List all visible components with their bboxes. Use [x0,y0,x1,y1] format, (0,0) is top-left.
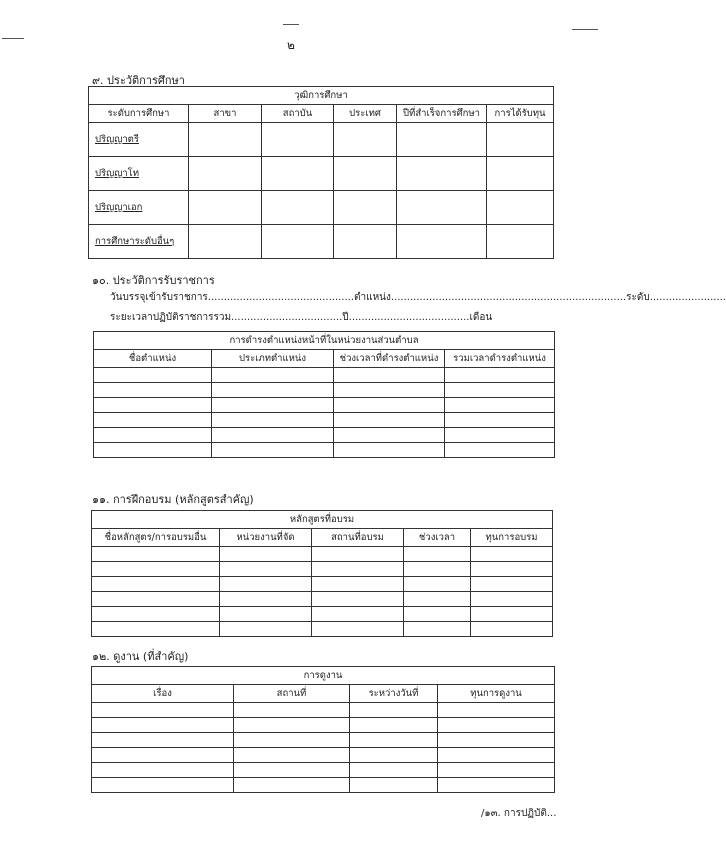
col-training-venue: สถานที่อบรม [312,529,404,547]
table-cell[interactable] [397,191,487,225]
position-banner: การดำรงตำแหน่งหน้าที่ในหน่วยงานส่วนตำบล [94,332,555,350]
table-row [92,748,555,763]
table-cell[interactable] [404,547,471,562]
table-cell[interactable] [92,592,220,607]
table-cell[interactable] [334,157,397,191]
table-cell[interactable] [94,398,212,413]
table-cell[interactable] [404,607,471,622]
table-cell[interactable] [189,225,262,259]
table-cell[interactable] [212,383,334,398]
table-cell[interactable] [471,577,553,592]
table-cell[interactable] [445,443,555,458]
table-cell[interactable] [334,398,445,413]
table-row [89,225,554,259]
table-cell[interactable] [92,733,234,748]
table-cell[interactable] [487,123,554,157]
table-cell[interactable] [334,383,445,398]
position-table [93,331,555,458]
table-cell[interactable] [471,622,553,637]
table-cell[interactable] [445,398,555,413]
table-cell[interactable] [189,157,262,191]
table-cell[interactable] [438,778,555,793]
table-cell[interactable] [92,607,220,622]
col-position-name: ชื่อตำแหน่ง [94,350,212,368]
col-major: สาขา [189,105,262,123]
table-cell[interactable] [212,398,334,413]
table-cell[interactable] [234,778,350,793]
col-topic: เรื่อง [92,685,234,703]
training-table [91,510,553,637]
table-row [92,577,553,592]
table-cell[interactable] [350,733,438,748]
col-grad-year: ปีที่สำเร็จการศึกษา [397,105,487,123]
table-cell[interactable] [234,748,350,763]
table-cell[interactable] [397,157,487,191]
col-visit-dates: ระหว่างวันที่ [350,685,438,703]
table-row [89,157,554,191]
col-position-total: รวมเวลาดำรงตำแหน่ง [445,350,555,368]
table-row [94,398,555,413]
table-row [94,368,555,383]
top-center-mark [283,24,299,25]
education-banner: วุฒิการศึกษา [89,87,554,105]
table-cell[interactable] [189,123,262,157]
table-cell[interactable] [438,718,555,733]
table-cell[interactable] [334,225,397,259]
table-row [94,413,555,428]
table-row [92,622,553,637]
table-cell[interactable] [404,562,471,577]
table-cell[interactable] [404,622,471,637]
table-cell[interactable] [220,547,312,562]
top-right-mark [572,29,598,30]
study-visit-banner: การดูงาน [92,667,555,685]
table-row [94,443,555,458]
table-cell[interactable] [312,607,404,622]
table-cell[interactable] [92,778,234,793]
table-cell[interactable] [312,562,404,577]
table-row [92,607,553,622]
top-left-mark [2,38,24,39]
table-cell[interactable] [445,428,555,443]
col-course-name: ชื่อหลักสูตร/การอบรมอื่น [92,529,220,547]
section10-title: ๑๐. ประวัติการรับราชการ [92,274,215,287]
table-cell[interactable] [312,577,404,592]
table-cell[interactable] [445,368,555,383]
table-cell[interactable] [404,592,471,607]
table-cell[interactable] [487,191,554,225]
table-cell[interactable] [334,443,445,458]
table-cell[interactable] [471,592,553,607]
table-cell[interactable] [445,413,555,428]
table-row [92,733,555,748]
table-cell[interactable] [438,748,555,763]
table-cell[interactable] [404,577,471,592]
table-row [89,123,554,157]
table-cell[interactable] [92,562,220,577]
table-cell[interactable] [350,748,438,763]
row-other-education: การศึกษาระดับอื่นๆ [89,225,189,259]
table-cell[interactable] [220,592,312,607]
table-cell[interactable] [334,413,445,428]
section9-title: ๙. ประวัติการศึกษา [92,74,185,87]
col-country: ประเทศ [334,105,397,123]
table-cell[interactable] [438,763,555,778]
table-cell[interactable] [334,191,397,225]
table-cell[interactable] [334,123,397,157]
table-cell[interactable] [262,225,334,259]
col-visit-place: สถานที่ [234,685,350,703]
table-row [92,718,555,733]
col-visit-fund: ทุนการดูงาน [438,685,555,703]
table-cell[interactable] [92,622,220,637]
section11-title: ๑๑. การฝึกอบรม (หลักสูตรสำคัญ) [92,493,254,506]
table-cell[interactable] [445,383,555,398]
table-cell[interactable] [471,562,553,577]
col-training-period: ช่วงเวลา [404,529,471,547]
training-banner: หลักสูตรที่อบรม [92,511,553,529]
table-cell[interactable] [438,703,555,718]
table-cell[interactable] [212,413,334,428]
table-row [92,778,555,793]
table-cell[interactable] [234,763,350,778]
table-cell[interactable] [94,428,212,443]
table-cell[interactable] [350,778,438,793]
table-cell[interactable] [234,718,350,733]
table-cell[interactable] [92,547,220,562]
table-cell[interactable] [212,368,334,383]
table-cell[interactable] [220,607,312,622]
table-cell[interactable] [471,547,553,562]
service-duration-line[interactable]: ระยะเวลาปฏิบัติราชการรวม...................................ปี......................................เดือน [110,312,493,323]
table-cell[interactable] [262,123,334,157]
table-cell[interactable] [487,157,554,191]
col-organizer: หน่วยงานที่จัด [220,529,312,547]
col-scholarship: การได้รับทุน [487,105,554,123]
table-row [92,547,553,562]
table-cell[interactable] [212,443,334,458]
table-cell[interactable] [397,123,487,157]
table-cell[interactable] [312,547,404,562]
table-cell[interactable] [189,191,262,225]
col-level: ระดับการศึกษา [89,105,189,123]
table-cell[interactable] [487,225,554,259]
education-table [88,86,554,259]
study-visit-table [91,666,555,793]
continuation-note: /๑๓. การปฏิบัติ... [481,808,557,819]
table-cell[interactable] [94,413,212,428]
table-cell[interactable] [92,718,234,733]
table-cell[interactable] [334,428,445,443]
table-cell[interactable] [262,157,334,191]
col-position-period: ช่วงเวลาที่ดำรงตำแหน่ง [334,350,445,368]
table-row [92,763,555,778]
table-cell[interactable] [350,718,438,733]
table-row [92,562,553,577]
table-cell[interactable] [471,607,553,622]
table-cell[interactable] [212,428,334,443]
row-bachelor: ปริญญาตรี [89,123,189,157]
table-cell[interactable] [92,703,234,718]
table-cell[interactable] [94,368,212,383]
table-row [92,703,555,718]
table-cell[interactable] [220,562,312,577]
table-cell[interactable] [94,443,212,458]
table-row [94,428,555,443]
row-master: ปริญญาโท [89,157,189,191]
table-cell[interactable] [438,733,555,748]
col-position-type: ประเภทตำแหน่ง [212,350,334,368]
table-cell[interactable] [92,577,220,592]
table-cell[interactable] [94,383,212,398]
section12-title: ๑๒. ดูงาน (ที่สำคัญ) [92,650,189,663]
table-cell[interactable] [92,763,234,778]
page-number: ๒ [287,38,295,52]
table-cell[interactable] [234,703,350,718]
table-cell[interactable] [92,748,234,763]
table-cell[interactable] [397,225,487,259]
table-cell[interactable] [220,577,312,592]
table-cell[interactable] [312,592,404,607]
row-doctorate: ปริญญาเอก [89,191,189,225]
table-cell[interactable] [234,733,350,748]
table-row [92,592,553,607]
table-cell[interactable] [350,763,438,778]
table-cell[interactable] [312,622,404,637]
table-cell[interactable] [220,622,312,637]
table-cell[interactable] [262,191,334,225]
appointment-line[interactable]: วันบรรจุเข้ารับราชการ..............................................ตำแหน่ง..........................................................................ระดับ........................ [110,292,726,303]
table-row [89,191,554,225]
col-training-fund: ทุนการอบรม [471,529,553,547]
table-row [94,383,555,398]
col-institution: สถาบัน [262,105,334,123]
table-cell[interactable] [350,703,438,718]
table-cell[interactable] [334,368,445,383]
